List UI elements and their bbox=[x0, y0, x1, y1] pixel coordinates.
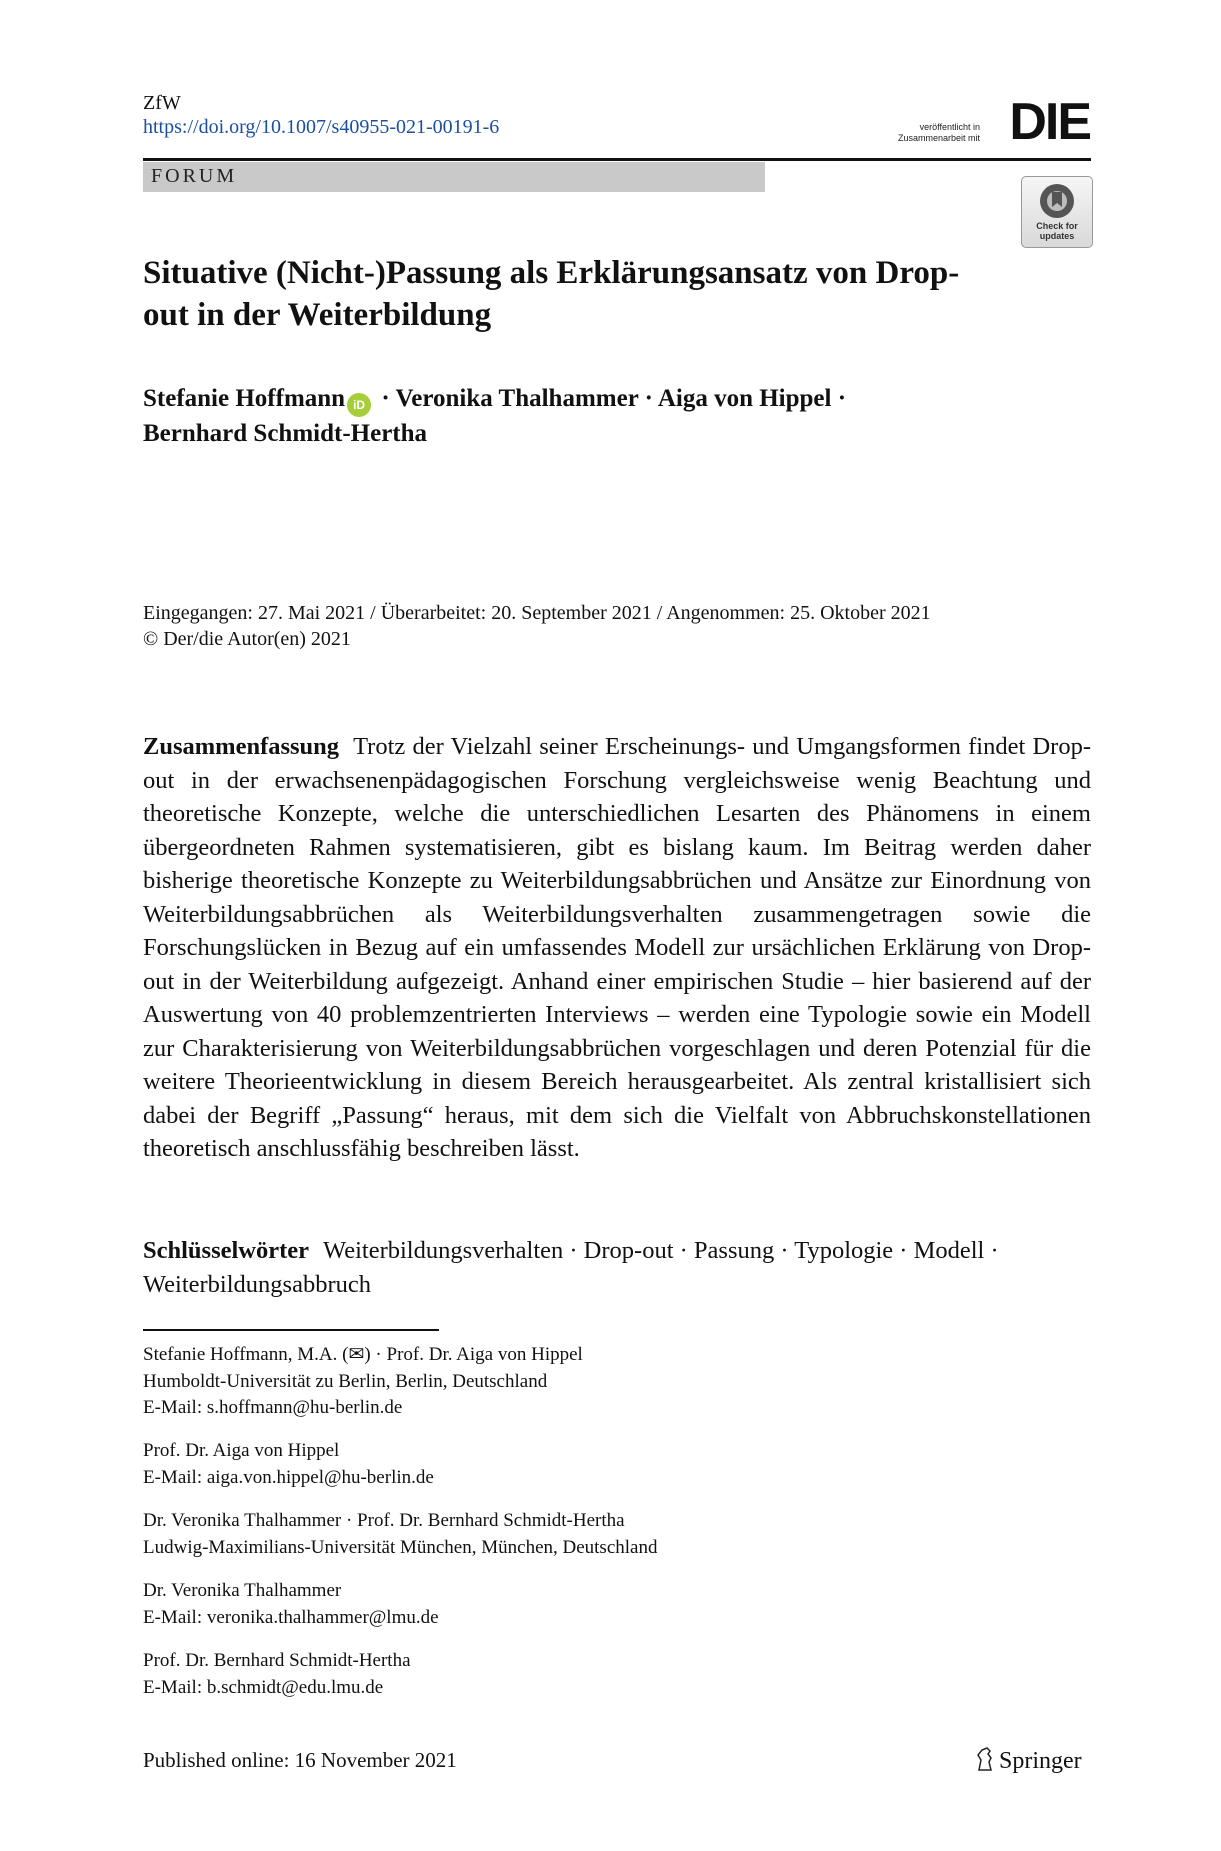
affiliation-block: Dr. Veronika Thalhammer · Prof. Dr. Bernhard Schmidt-Hertha Ludwig-Maximilians-Universität München, München, Deutschland bbox=[143, 1510, 658, 1558]
author-separator: · bbox=[837, 385, 847, 412]
die-logo bbox=[890, 93, 1090, 152]
orcid-icon[interactable]: iD bbox=[347, 393, 371, 417]
check-for-updates-button[interactable] bbox=[1021, 176, 1093, 248]
keywords bbox=[143, 1234, 1091, 1301]
affiliation-block: Prof. Dr. Bernhard Schmidt-Hertha E-Mail: b.schmidt@edu.lmu.de bbox=[143, 1648, 1043, 1701]
section-bar bbox=[143, 162, 765, 192]
abstract-text: Trotz der Vielzahl seiner Erscheinungs- und Umgangsformen findet Drop-out in der erwachsenenpädagogischen Forschung vergleichsweise wenig Beachtung und theoretische Konzepte, welche die unterschiedlichen Lesarten des Phänomens in einem übergeordneten Rahmen systematisieren, gibt es bislang kaum. Im Beitrag werden daher bisherige theoretische Konzepte zu Weiterbildungsabbrüchen und Ansätze zur Einordnung von Weiterbildungsabbrüchen als Weiterbildungsverhalten zusammengetragen sowie die Forschungslücken in Bezug auf ein umfassendes Modell zur ursächlichen Erklärung von Drop-out in der Weiterbildung aufgezeigt. Anhand einer empirischen Studie – hier basierend auf der Auswertung von 40 problemzentrierten Interviews – werden eine Typologie sowie ein Modell zur Charakterisierung von Weiterbildungsabbrüchen vorgeschlagen und deren Potenzial für die weitere Theorieentwicklung in diesem Bereich herausgearbeitet. Als zentral kristallisiert sich dabei der Begriff „Passung“ heraus, mit dem sich die Vielfalt von Abbruchskonstellationen theoretisch anschlussfähig beschreiben lässt. bbox=[143, 733, 1091, 1162]
footnote-rule bbox=[143, 1329, 439, 1331]
email-link[interactable]: E-Mail: aiga.von.hippel@hu-berlin.de bbox=[143, 1466, 434, 1488]
affiliation-block: Stefanie Hoffmann, M.A. (✉) · Prof. Dr. Aiga von Hippel Humboldt-Universität zu Berlin, Berlin, Deutschland E-Mail: s.hoffmann@hu-berlin.de bbox=[143, 1342, 1043, 1422]
keywords-label: Schlüsselwörter bbox=[143, 1237, 310, 1264]
abstract bbox=[143, 730, 1091, 1166]
article-dates bbox=[143, 600, 1103, 652]
article-title: Situative (Nicht-)Passung als Erklärungsansatz von Drop-out in der Weiterbildung bbox=[143, 255, 960, 333]
affiliation-block: Prof. Dr. Aiga von Hippel E-Mail: aiga.von.hippel@hu-berlin.de bbox=[143, 1438, 1043, 1491]
author-separator: · bbox=[381, 385, 390, 412]
author-list bbox=[143, 382, 1043, 451]
check-updates-label: Check for updates bbox=[1036, 221, 1078, 241]
section-label: FORUM bbox=[151, 165, 238, 187]
journal-name: ZfW bbox=[143, 92, 181, 114]
history-dates: Eingegangen: 27. Mai 2021 / Überarbeitet: 20. September 2021 / Angenommen: 25. Oktober 2021 bbox=[143, 602, 931, 624]
email-link[interactable]: E-Mail: s.hoffmann@hu-berlin.de bbox=[143, 1397, 403, 1418]
email-link[interactable]: E-Mail: b.schmidt@edu.lmu.de bbox=[143, 1676, 384, 1698]
author-name: Stefanie Hoffmann bbox=[143, 385, 346, 412]
author-name: Bernhard Schmidt-Hertha bbox=[143, 420, 428, 447]
die-caption: veröffentlicht in Zusammenarbeit mit bbox=[897, 122, 980, 143]
keywords-text: Weiterbildungsverhalten · Drop-out · Passung · Typologie · Modell · Weiterbildungsabbruch bbox=[143, 1237, 999, 1298]
springer-logo bbox=[975, 1746, 1082, 1775]
email-link[interactable]: E-Mail: veronika.thalhammer@lmu.de bbox=[143, 1606, 439, 1628]
springer-wordmark: Springer bbox=[999, 1748, 1082, 1774]
die-logo-text: DIE bbox=[1009, 93, 1090, 151]
doi-link[interactable]: https://doi.org/10.1007/s40955-021-00191-6 bbox=[143, 116, 500, 138]
author-name: Aiga von Hippel bbox=[657, 385, 832, 412]
copyright-line: © Der/die Autor(en) 2021 bbox=[143, 628, 351, 650]
published-date: Published online: 16 November 2021 bbox=[143, 1748, 457, 1772]
affiliation-block: Dr. Veronika Thalhammer E-Mail: veronika.thalhammer@lmu.de bbox=[143, 1578, 1043, 1631]
check-updates-icon bbox=[1038, 182, 1076, 220]
author-name: Veronika Thalhammer bbox=[395, 385, 639, 412]
springer-horse-icon bbox=[975, 1746, 995, 1772]
author-separator: · bbox=[644, 385, 653, 412]
abstract-label: Zusammenfassung bbox=[143, 733, 340, 760]
header-rule bbox=[143, 158, 1091, 161]
